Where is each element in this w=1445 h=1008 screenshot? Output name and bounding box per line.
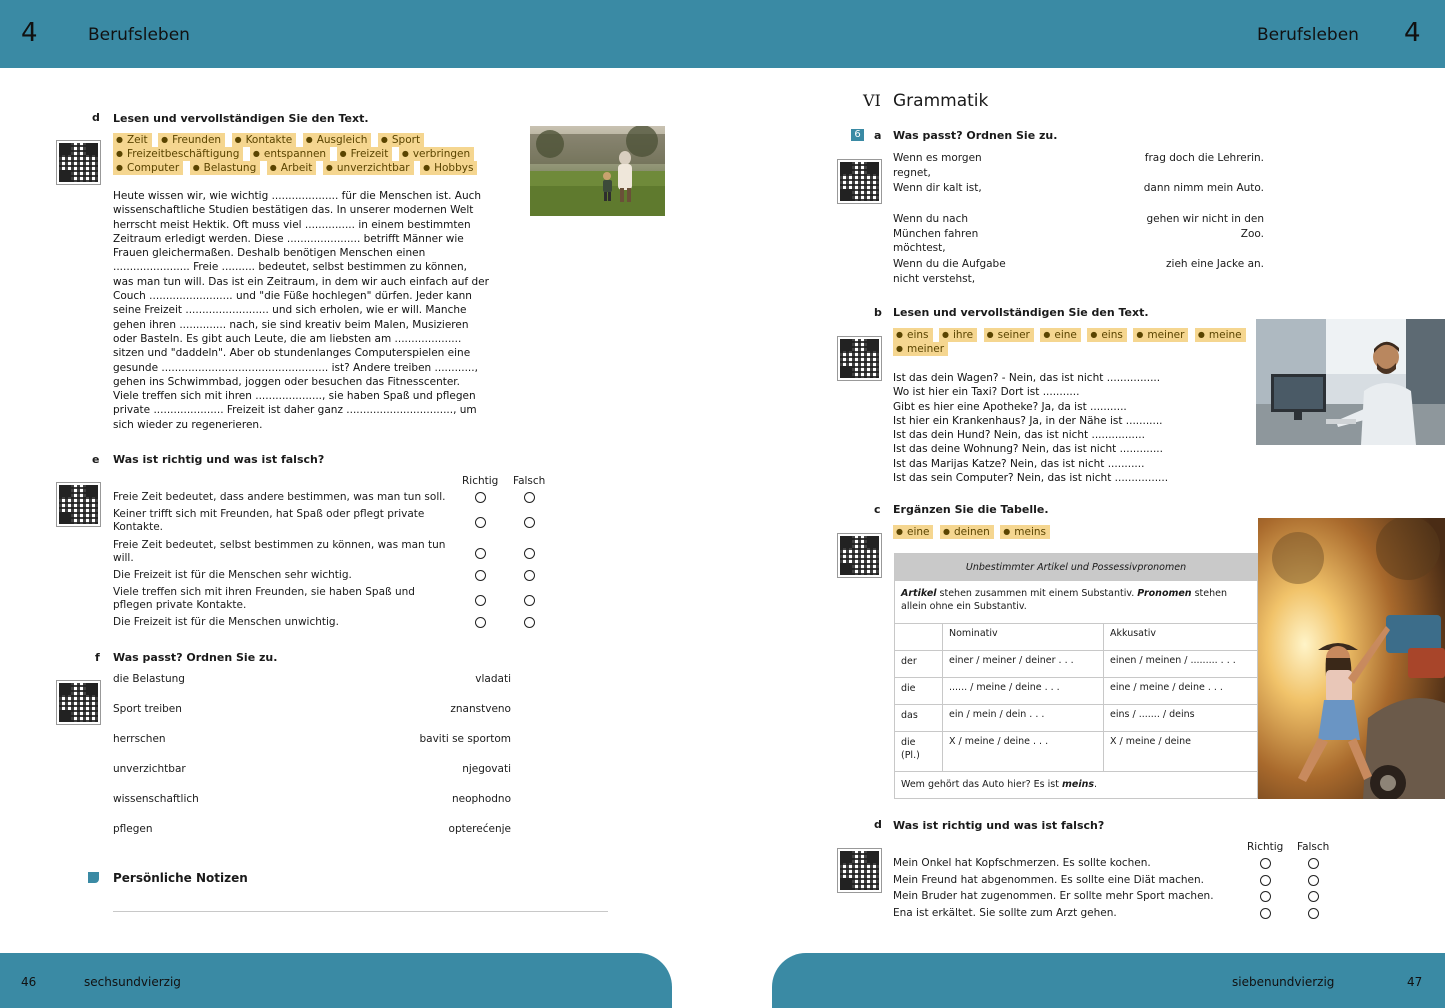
table-row [895,732,1258,772]
cloze-line: ....................... Freie .......... bedeutet, selbst bestimmen zu können, [113,261,468,274]
word-chip[interactable]: ● Freizeitbeschäftigung [113,147,243,161]
radio-richtig[interactable] [475,595,486,606]
example-text: Wem gehört das Auto hier? Es ist [901,779,1062,790]
photo-woman-by-car [1258,518,1445,799]
match-right-line: frag doch die Lehrerin. [1144,152,1264,164]
cloze-line: Heute wissen wir, wie wichtig .................... für die Menschen ist. Auch [113,190,482,202]
notes-icon [88,872,99,883]
task-letter-b: b [874,306,882,319]
word-chip[interactable]: ● Kontakte [232,133,297,147]
match-right-item[interactable] [1064,181,1264,196]
column-richtig: Richtig [462,475,499,487]
chapter-title-left: Berufsleben [88,25,190,45]
intro-bold-pronomen: Pronomen [1137,588,1192,599]
example-end: . [1094,779,1098,790]
radio-falsch[interactable] [524,617,535,628]
radio-falsch[interactable] [1308,875,1319,886]
statement-line-1: Die Freizeit ist für die Menschen unwichtig. [113,616,339,628]
match-right-item[interactable]: znanstveno [450,703,511,715]
intro-text-1: stehen zusammen mit einem Substantiv. [936,588,1138,599]
grammar-table-title: Unbestimmter Artikel und Possessivpronomen [895,554,1257,581]
radio-falsch[interactable] [1308,891,1319,902]
radio-richtig[interactable] [475,617,486,628]
column-falsch-right: Falsch [1297,841,1330,853]
match-left-item[interactable]: wissenschaftlich [113,793,199,805]
word-chip[interactable]: ● deinen [940,525,994,539]
match-right-line: dann nimm mein Auto. [1143,182,1264,194]
radio-richtig[interactable] [475,548,486,559]
statement-row: Mein Bruder hat zugenommen. Er sollte mehr Sport machen. [893,890,1214,902]
table-nominativ-cell[interactable]: einer / meiner / deiner . . . [943,651,1104,678]
grammar-example [901,779,1097,790]
task-letter-d-right: d [874,818,882,831]
cloze-line: herrscht meist Hektik. Oft muss viel ............... in einem bestimmten [113,218,471,231]
word-chip[interactable]: ● Arbeit [267,161,317,175]
footer-band-right [772,953,1445,1008]
cloze-line: Zeitraum erledigt werden. Diese ...................... betrifft Männer wie [113,232,464,245]
cloze-line: gehen ihren .............. nach, sie sind kreativ beim Malen, Musizieren [113,318,469,331]
radio-falsch[interactable] [524,570,535,581]
statement-line-1: Freie Zeit bedeutet, selbst bestimmen zu können, was man tun [113,539,446,551]
cloze-line: Ist das dein Wagen? - Nein, das ist nicht ................ [893,372,1161,384]
radio-richtig[interactable] [1260,858,1271,869]
match-left-item[interactable]: pflegen [113,823,153,835]
statement-row [113,586,458,612]
statement-line-1: Viele treffen sich mit ihren Freunden, sie haben Spaß und [113,586,415,598]
radio-richtig[interactable] [475,492,486,503]
table-article-cell: die (Pl.) [895,732,943,772]
match-left-line: regnet, [893,166,931,179]
radio-richtig[interactable] [1260,891,1271,902]
grammar-table-intro [895,581,1257,623]
word-bank-d [113,133,493,175]
word-chip[interactable]: ● eine [893,525,933,539]
cloze-line: Gibt es hier eine Apotheke? Ja, da ist ........... [893,400,1127,413]
task-letter-e: e [92,453,100,466]
match-right-item[interactable] [1064,212,1264,241]
match-left-line: Wenn es morgen [893,152,982,164]
cloze-line: seine Freizeit ......................... und sich erholen, wie er will. Manche [113,304,467,317]
cloze-line: gehen ins Schwimmbad, joggen oder besuchen das Fitnesscenter. [113,375,460,388]
match-left-line: möchtest, [893,242,946,254]
exercise-number-badge: 6 [851,129,864,141]
page-word-left: sechsundvierzig [84,975,181,989]
table-nominativ-cell[interactable]: X / meine / deine . . . [943,732,1104,772]
example-bold: meins [1062,779,1095,790]
page-number-right: 47 [1407,975,1423,989]
match-left-item[interactable] [893,181,982,196]
table-row [895,678,1258,705]
chapter-title-right: Berufsleben [1257,25,1359,45]
task-d-title: Lesen und vervollständigen Sie den Text. [113,112,369,125]
radio-richtig[interactable] [1260,908,1271,919]
table-row [895,705,1258,732]
match-right-item[interactable]: vladati [475,673,511,685]
table-akkusativ-cell[interactable]: eins / ....... / deins [1104,705,1258,732]
match-left-item[interactable]: die Belastung [113,673,185,685]
task-letter-d: d [92,111,100,124]
match-right-item[interactable]: opterećenje [448,823,511,835]
match-left-line: Wenn du nach [893,213,969,225]
match-right-item[interactable]: njegovati [462,763,511,775]
qr-code-icon[interactable] [838,534,881,577]
table-akkusativ-cell[interactable]: X / meine / deine [1104,732,1258,772]
statement-line-2: will. [113,552,134,564]
cloze-line: Ist das Marijas Katze? Nein, das ist nicht ........... [893,457,1145,470]
cloze-line: private ..................... Freizeit ist daher ganz ................................, um [113,404,477,417]
radio-falsch[interactable] [1308,858,1319,869]
page-header-band [0,0,1445,68]
cloze-line: Viele treffen sich mit ihren ...................., sie haben Spaß und pflegen [113,390,476,403]
task-f-title: Was passt? Ordnen Sie zu. [113,651,278,664]
word-chip[interactable]: ● eins [1087,328,1127,342]
statement-line-1: Die Freizeit ist für die Menschen sehr wichtig. [113,569,352,581]
cloze-line: sitzen und "daddeln". Aber ob stundenlanges Computerspielen eine [113,347,471,360]
word-chip[interactable]: ● meins [1000,525,1050,539]
word-chip[interactable]: ● Freizeit [337,147,393,161]
word-chip[interactable]: ● Belastung [190,161,261,175]
statement-line-2: pflegen private Kontakte. [113,599,247,611]
qr-code-icon[interactable] [57,681,100,724]
statement-row [113,539,458,565]
task-e-title: Was ist richtig und was ist falsch? [113,453,325,466]
word-chip[interactable]: ● eins [893,328,933,342]
grammar-table-box [894,553,1258,799]
match-left-line: München fahren [893,227,979,240]
qr-code-icon[interactable] [838,160,881,203]
task-c-title: Ergänzen Sie die Tabelle. [893,503,1049,516]
word-chip[interactable]: ● meine [1195,328,1246,342]
statement-row [113,569,458,582]
word-chip[interactable]: ● Hobbys [420,161,477,175]
table-nominativ-cell[interactable]: ein / mein / dein . . . [943,705,1104,732]
section-title: Grammatik [893,91,989,111]
notes-line[interactable] [113,911,608,912]
task-letter-f: f [95,651,100,664]
table-nominativ-cell[interactable]: ...... / meine / deine . . . [943,678,1104,705]
match-left-item[interactable]: unverzichtbar [113,763,186,775]
word-chip[interactable]: ● seiner [984,328,1034,342]
cloze-line: was man tun will. Das ist ein Zeitraum, in dem wir auch einfach auf der [113,275,489,288]
word-chip[interactable]: ● meiner [893,342,948,356]
statement-row [113,616,458,629]
table-row [895,651,1258,678]
cloze-line: Ist hier ein Krankenhaus? Ja, in der Nähe ist ........... [893,414,1163,427]
table-akkusativ-cell[interactable]: eine / meine / deine . . . [1104,678,1258,705]
radio-falsch[interactable] [524,548,535,559]
word-chip[interactable]: ● Sport [378,133,424,147]
table-article-cell: die [895,678,943,705]
table-header-row [895,624,1258,651]
statement-row [113,508,458,534]
table-head-akkusativ: Akkusativ [1104,624,1258,651]
page-word-right: siebenundvierzig [1232,975,1335,989]
statement-line-1: Keiner trifft sich mit Freunden, hat Spaß oder pflegt private [113,508,425,520]
statement-row: Mein Freund hat abgenommen. Es sollte eine Diät machen. [893,873,1205,886]
statement-line-2: Kontakte. [113,521,163,533]
page-number-left: 46 [21,975,37,989]
radio-falsch[interactable] [524,517,535,528]
radio-richtig[interactable] [475,517,486,528]
word-chip[interactable]: ● Zeit [113,133,152,147]
cloze-line: Ist das sein Computer? Nein, das ist nicht ................ [893,472,1169,485]
statement-row: Ena ist erkältet. Sie sollte zum Arzt gehen. [893,906,1117,919]
cloze-text-b [893,371,1168,485]
cloze-line: sich wieder zu regenerieren. [113,418,263,431]
statement-line-1: Freie Zeit bedeutet, dass andere bestimmen, was man tun soll. [113,491,446,503]
match-left-line: Wenn du die Aufgabe [893,258,1006,270]
radio-richtig[interactable] [1260,875,1271,886]
photo-mother-child-garden [530,126,665,216]
cloze-line: Frauen gleichermaßen. Deshalb benötigen Menschen einen [113,247,426,260]
cloze-line: Ist das deine Wohnung? Nein, das ist nicht ............. [893,443,1163,456]
cloze-line: gesunde .................................................. ist? Andere treiben ............, [113,361,478,374]
word-chip[interactable]: ● eine [1040,328,1080,342]
task-d-right-title: Was ist richtig und was ist falsch? [893,819,1105,832]
cloze-line: Wo ist hier ein Taxi? Dort ist ........... [893,386,1080,399]
intro-bold-artikel: Artikel [901,588,937,599]
match-right-item[interactable] [1064,257,1264,272]
word-chip[interactable]: ● Freunden [158,133,225,147]
section-numeral: VI [863,91,881,110]
task-b-title: Lesen und vervollständigen Sie den Text. [893,306,1149,319]
chapter-number-right: 4 [1404,18,1421,48]
word-chip[interactable]: ● Ausgleich [303,133,372,147]
match-left-line: nicht verstehst, [893,272,976,285]
grammar-table [894,623,1258,772]
radio-richtig[interactable] [475,570,486,581]
match-left-item[interactable] [893,212,978,256]
match-left-line: Wenn dir kalt ist, [893,182,982,194]
column-richtig-right: Richtig [1247,841,1284,853]
word-bank-c [893,525,1193,539]
task-a-title: Was passt? Ordnen Sie zu. [893,129,1058,142]
qr-code-icon[interactable] [838,337,881,380]
qr-code-icon[interactable] [57,483,100,526]
match-left-item[interactable] [893,151,982,180]
table-article-cell: das [895,705,943,732]
match-right-item[interactable] [1064,151,1264,166]
match-right-line: Zoo. [1240,227,1264,240]
word-chip[interactable]: ● Computer [113,161,183,175]
word-chip[interactable]: ● ihre [939,328,977,342]
radio-falsch[interactable] [1308,908,1319,919]
column-falsch: Falsch [513,475,546,487]
cloze-line: wissenschaftliche Studien bestätigen das. In unserer modernen Welt [113,204,474,217]
photo-man-at-computer [1256,319,1445,445]
word-chip[interactable]: ● verbringen [399,147,474,161]
cloze-line: Ist das dein Hund? Nein, das ist nicht ................ [893,429,1145,442]
table-article-cell: der [895,651,943,678]
cloze-line: oder Basteln. Es gibt auch Leute, die am liebsten am .................... [113,332,462,345]
table-akkusativ-cell[interactable]: einen / meinen / ......... . . . [1104,651,1258,678]
task-letter-c: c [874,503,881,516]
match-right-line: zieh eine Jacke an. [1166,258,1264,270]
match-left-item[interactable]: Sport treiben [113,703,182,715]
radio-falsch[interactable] [524,492,535,503]
word-chip[interactable]: ● unverzichtbar [323,161,414,175]
task-letter-a: a [874,129,882,142]
match-right-item[interactable]: baviti se sportom [419,733,511,745]
table-corner-cell [895,624,943,651]
word-chip[interactable]: ● entspannen [250,147,330,161]
chapter-number-left: 4 [21,18,38,48]
radio-falsch[interactable] [524,595,535,606]
match-right-line: gehen wir nicht in den [1146,213,1264,225]
notes-title: Persönliche Notizen [113,871,248,885]
match-left-item[interactable] [893,257,1006,286]
word-bank-b [893,328,1253,356]
statement-row: Mein Onkel hat Kopfschmerzen. Es sollte kochen. [893,857,1151,869]
statement-row [113,491,458,504]
word-chip[interactable]: ● meiner [1133,328,1188,342]
table-head-nominativ: Nominativ [943,624,1104,651]
match-left-item[interactable]: herrschen [113,733,166,745]
match-right-item[interactable]: neophodno [451,793,511,805]
cloze-line: Couch ......................... und "die Füße hochlegen" dürfen. Jeder kann [113,290,472,303]
intro-text-2: stehen allein ohne ein Substantiv. [901,588,1228,612]
qr-code-icon[interactable] [838,849,881,892]
qr-code-icon[interactable] [57,141,100,184]
cloze-text-d [113,189,489,432]
